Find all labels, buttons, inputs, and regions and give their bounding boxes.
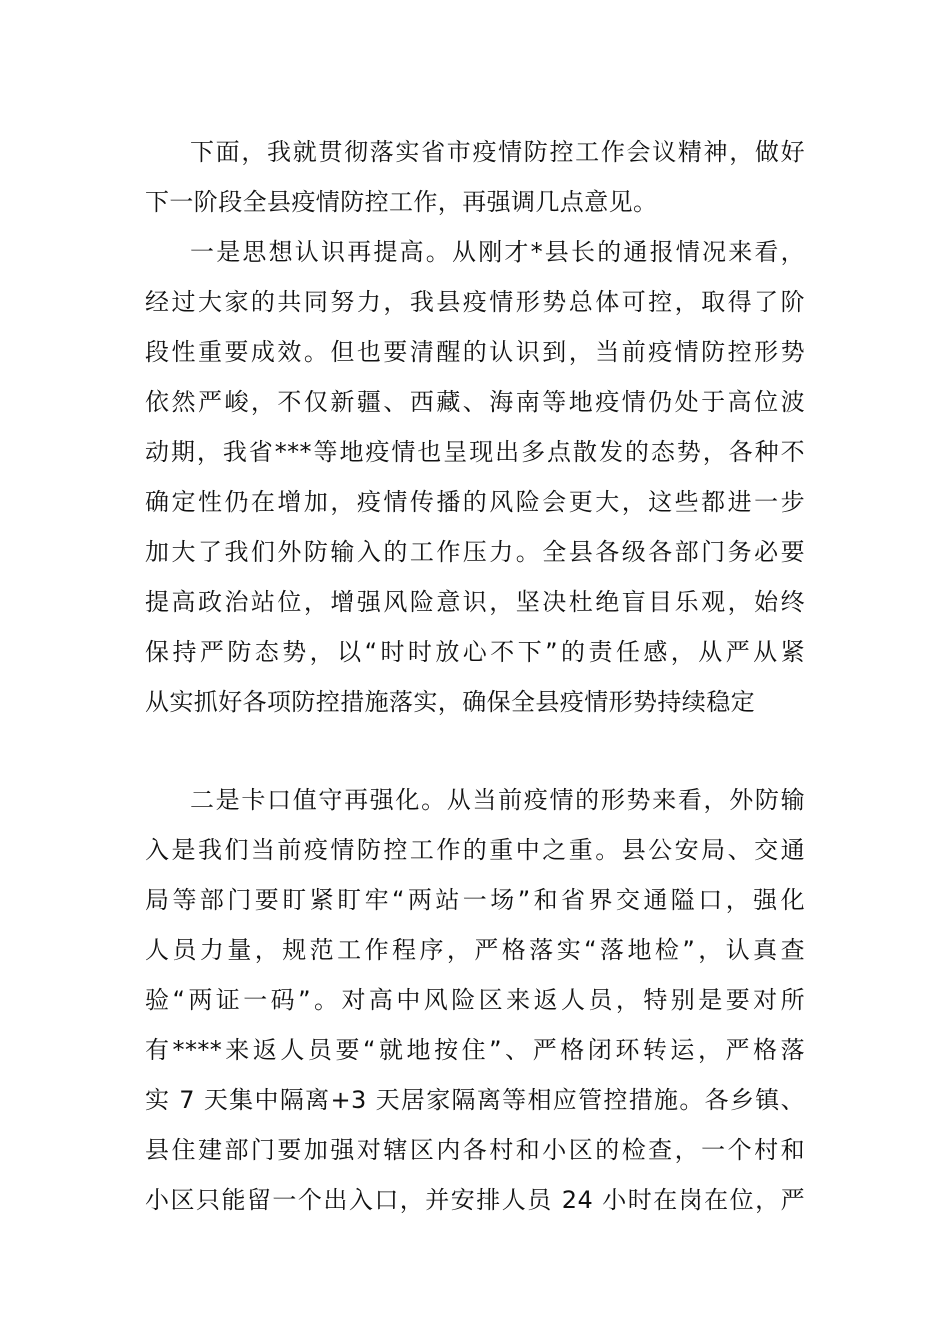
paragraph-2-line-2: 经过大家的共同努力，我县疫情形势总体可控，取得了阶 [145,288,805,316]
paragraph-3-line-9: 小区只能留一个出入口，并安排人员 24 小时在岗在位，严 [145,1186,805,1214]
paragraph-3-line-2: 入是我们当前疫情防控工作的重中之重。县公安局、交通 [145,836,805,864]
paragraph-3-line-1: 二是卡口值守再强化。从当前疫情的形势来看，外防输 [190,786,805,814]
paragraph-3-line-6: 有****来返人员要“就地按住”、严格闭环转运，严格落 [145,1036,805,1064]
paragraph-2-line-7: 加大了我们外防输入的工作压力。全县各级各部门务必要 [145,538,805,566]
paragraph-3-line-4: 人员力量，规范工作程序，严格落实“落地检”，认真查 [145,936,805,964]
paragraph-2-line-10: 从实抓好各项防控措施落实，确保全县疫情形势持续稳定 [145,688,755,716]
paragraph-2-line-5: 动期，我省***等地疫情也呈现出多点散发的态势，各种不 [145,438,805,466]
paragraph-3-line-7: 实 7 天集中隔离+3 天居家隔离等相应管控措施。各乡镇、 [145,1086,805,1114]
paragraph-3-line-8: 县住建部门要加强对辖区内各村和小区的检查，一个村和 [145,1136,805,1164]
paragraph-2-line-1: 一是思想认识再提高。从刚才*县长的通报情况来看， [190,238,805,266]
paragraph-2-line-6: 确定性仍在增加，疫情传播的风险会更大，这些都进一步 [145,488,805,516]
paragraph-2-line-9: 保持严防态势，以“时时放心不下”的责任感，从严从紧 [145,638,805,666]
paragraph-3-line-5: 验“两证一码”。对高中风险区来返人员，特别是要对所 [145,986,805,1014]
paragraph-2-line-4: 依然严峻，不仅新疆、西藏、海南等地疫情仍处于高位波 [145,388,805,416]
paragraph-2-line-3: 段性重要成效。但也要清醒的认识到，当前疫情防控形势 [145,338,805,366]
paragraph-3-line-3: 局等部门要盯紧盯牢“两站一场”和省界交通隘口，强化 [145,886,805,914]
paragraph-1-line-1: 下面，我就贯彻落实省市疫情防控工作会议精神，做好 [190,138,805,166]
paragraph-1-line-2: 下一阶段全县疫情防控工作，再强调几点意见。 [145,188,658,216]
paragraph-2-line-8: 提高政治站位，增强风险意识，坚决杜绝盲目乐观，始终 [145,588,805,616]
